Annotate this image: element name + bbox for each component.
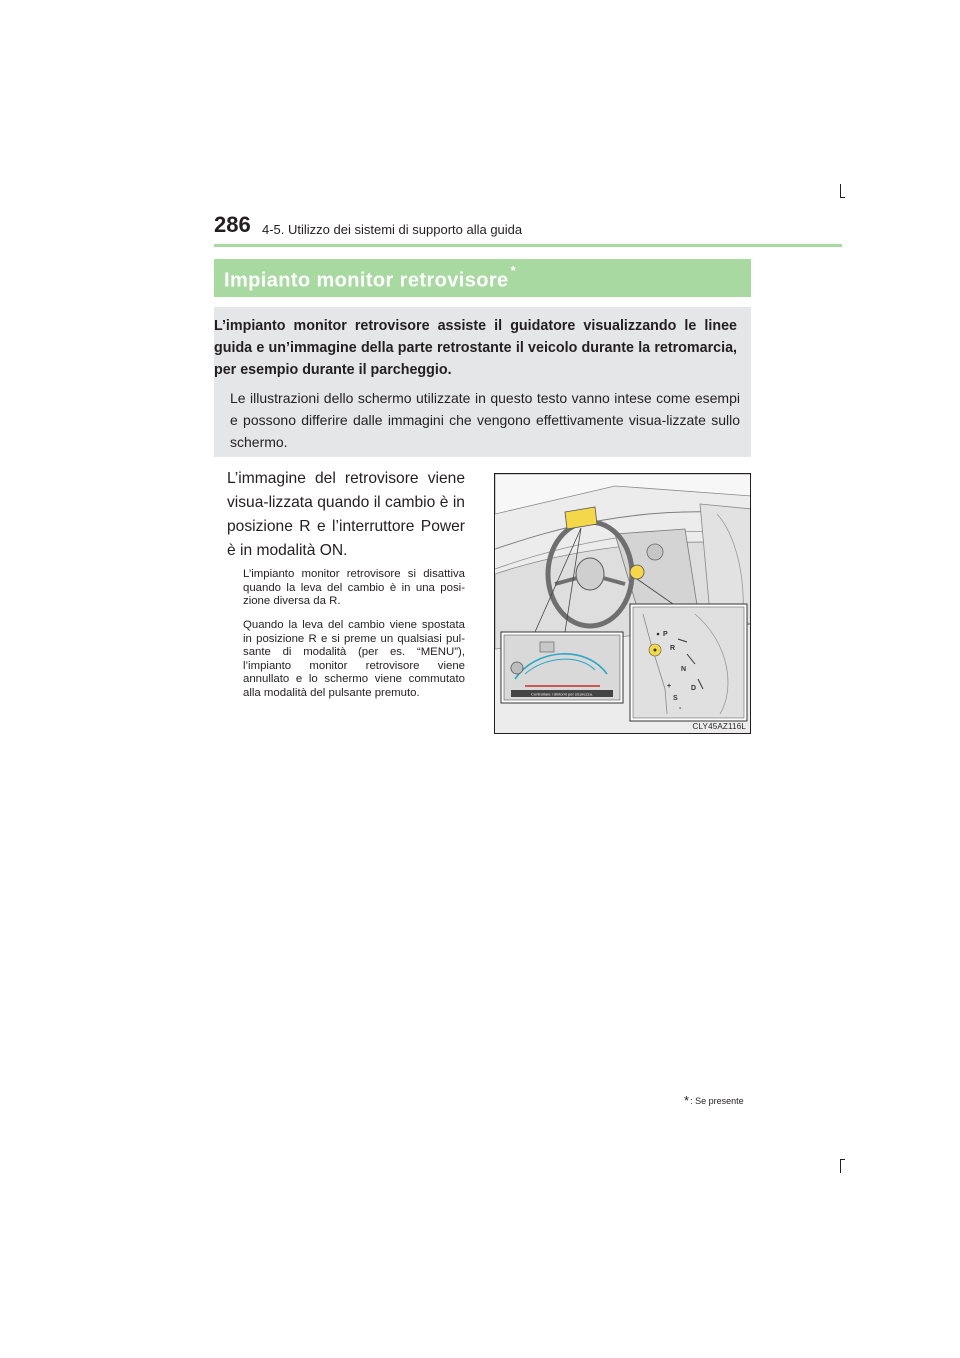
shift-label-plus: + [667, 683, 672, 690]
shift-label-n: N [681, 666, 687, 673]
note-paragraph-2: Quando la leva del cambio viene spostata in posizione R e si preme un qualsiasi pul-sante di modalità (per es. “MENU”), l’impianto monitor retrovisore viene annullato e lo schermo viene commutato alla modalità del pulsante premuto. [243, 619, 465, 699]
shift-label-d: D [691, 685, 697, 692]
crop-mark-top-foot [840, 197, 845, 198]
page-number: 286 [214, 212, 251, 237]
intro-note: Le illustrazioni dello schermo utilizzate in questo testo vanno intese come esempi e possono differire dalle immagini che vengono effettivamente visua-lizzate sullo schermo. [230, 390, 740, 450]
footnote [684, 1092, 744, 1107]
shift-label-r: R [670, 645, 676, 652]
footnote-marker: * [684, 1093, 690, 1108]
crop-mark-bottom [840, 1159, 841, 1173]
note-paragraph-1: L’impianto monitor retrovisore si disattiva quando la leva del cambio è in una posi-zione diversa da R. [243, 568, 465, 608]
shift-label-minus: - [679, 705, 682, 712]
dashboard-illustration [494, 473, 751, 734]
section-title-text: Impianto monitor retrovisore [224, 269, 509, 292]
figure-code: CLY45AZ116L [692, 722, 746, 731]
running-header: 4-5. Utilizzo dei sistemi di supporto alla guida [262, 222, 523, 237]
body-paragraph: L’immagine del retrovisore viene visua-lizzata quando il cambio è in posizione R e l’interruttore Power è in modalità ON. [227, 470, 465, 559]
section-title-bar [214, 259, 751, 297]
footnote-text: : Se presente [690, 1096, 744, 1106]
crop-mark-top [840, 184, 841, 198]
screen-caption: Controllare i dintorni per sicurezza. [531, 691, 593, 697]
section-title [224, 263, 517, 293]
intro-summary: L’impianto monitor retrovisore assiste il guidatore visualizzando le linee guida e un’immagine della parte retrostante il veicolo durante la retromarcia, per esempio durante il parcheggio. [214, 318, 737, 378]
shift-label-p: P [663, 631, 668, 638]
crop-mark-bottom-foot [840, 1159, 845, 1160]
dashboard-drawing [495, 474, 751, 734]
header-rule [214, 244, 842, 247]
intro-box [214, 307, 751, 457]
section-title-marker: * [510, 263, 517, 278]
shift-label-s: S [673, 695, 678, 702]
